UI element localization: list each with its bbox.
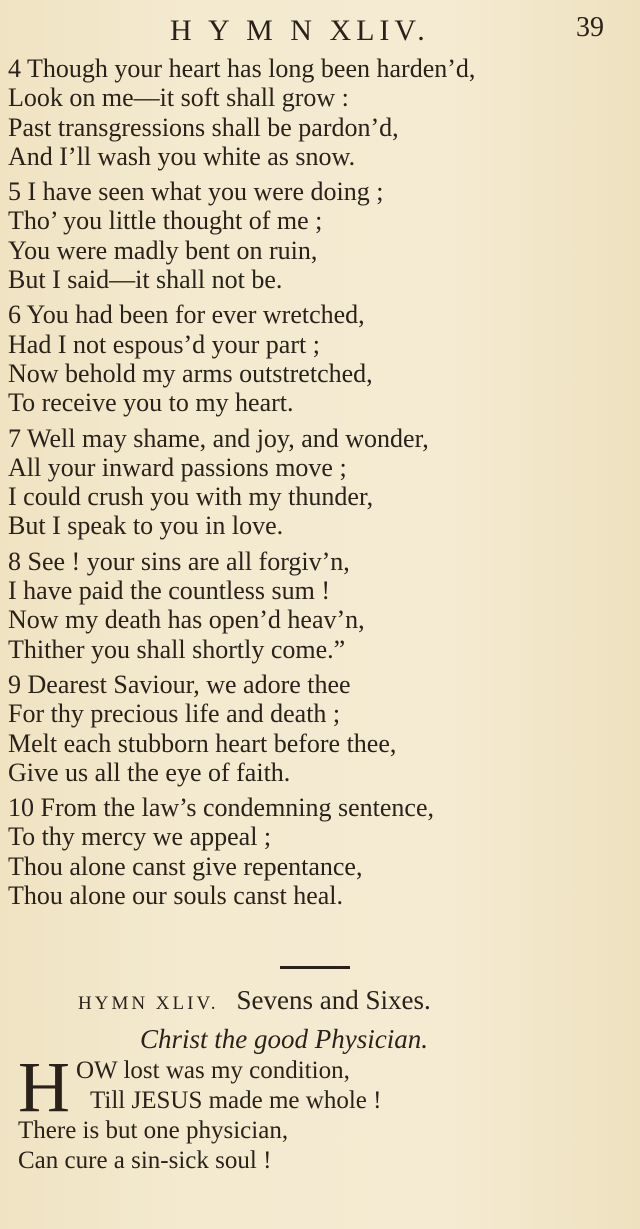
hymn-number: HYMN XLIV.: [78, 993, 219, 1014]
hymn-heading: [78, 985, 618, 1016]
verse-line: I have paid the countless sum !: [8, 576, 331, 606]
page-number: 39: [576, 12, 604, 43]
running-title: H Y M N XLIV.: [170, 14, 430, 47]
verse-line: 8 See ! your sins are all forgiv’n,: [8, 546, 350, 576]
hymn-subtitle: Christ the good Physician.: [140, 1024, 428, 1054]
stanza-4: [8, 54, 628, 171]
section-divider-rule: [280, 966, 350, 969]
verse-line: Give us all the eye of faith.: [8, 757, 291, 787]
verse-line: 4 Though your heart has long been harden’d,: [8, 54, 476, 83]
stanza-8: [8, 547, 628, 664]
verse-line: 7 Well may shame, and joy, and wonder,: [8, 423, 429, 453]
verse-line: To receive you to my heart.: [8, 388, 294, 418]
stanza-7: [8, 424, 628, 541]
verse-line: Now my death has open’d heav’n,: [8, 605, 365, 635]
verse-line: Tho’ you little thought of me ;: [8, 206, 323, 236]
verse-line: Can cure a sin-sick soul !: [18, 1147, 272, 1174]
new-hymn-stanza: [18, 1047, 618, 1176]
verse-line: 6 You had been for ever wretched,: [8, 300, 365, 330]
stanza-9: [8, 670, 628, 787]
verse-line: Thou alone canst give repentance,: [8, 851, 363, 881]
verse-line: 10 From the law’s condemning sentence,: [8, 793, 435, 823]
drop-cap: H: [18, 1047, 70, 1127]
verse-line: Had I not espous’d your part ;: [8, 329, 320, 359]
verse-line: You were madly bent on ruin,: [8, 235, 318, 265]
verse-line: Thither you shall shortly come.”: [8, 634, 346, 664]
verse-line: There is but one physician,: [18, 1117, 289, 1144]
verse-line: 9 Dearest Saviour, we adore thee: [8, 669, 351, 699]
verse-line: Till JESUS made me whole !: [90, 1087, 382, 1114]
verse-line: But I said—it shall not be.: [8, 265, 283, 295]
verse-line: For thy precious life and death ;: [8, 699, 341, 729]
verse-line: 5 I have seen what you were doing ;: [8, 177, 384, 207]
stanza-10: [8, 793, 628, 910]
verse-line: Thou alone our souls canst heal.: [8, 881, 344, 911]
hymn-meter: Sevens and Sixes.: [236, 985, 431, 1015]
stanza-6: [8, 300, 628, 417]
hymn-continuation: [8, 54, 628, 916]
verse-line: Look on me—it soft shall grow :: [8, 83, 349, 113]
verse-line: Now behold my arms outstretched,: [8, 358, 373, 388]
verse-line: But I speak to you in love.: [8, 511, 284, 541]
verse-line: And I’ll wash you white as snow.: [8, 141, 356, 171]
running-head: [0, 10, 640, 50]
verse-line: I could crush you with my thunder,: [8, 482, 374, 512]
verse-line: All your inward passions move ;: [8, 452, 347, 482]
stanza-5: [8, 177, 628, 294]
verse-line: OW lost was my condition,: [76, 1057, 350, 1084]
verse-line: To thy mercy we appeal ;: [8, 822, 272, 852]
verse-line: Past transgressions shall be pardon’d,: [8, 112, 399, 142]
verse-line: Melt each stubborn heart before thee,: [8, 728, 397, 758]
